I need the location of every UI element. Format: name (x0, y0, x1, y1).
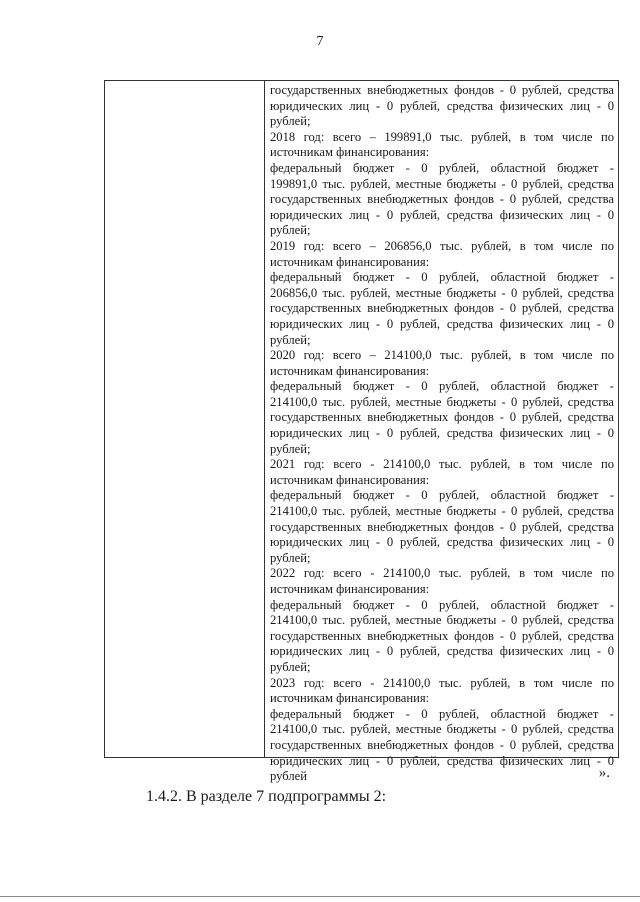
table-right-cell (265, 81, 618, 784)
table-text-line: рублей; (270, 441, 311, 456)
table-text-line: федеральный бюджет - 0 рублей, областной бюджет - (270, 270, 614, 285)
table-text-line: юридических лиц - 0 рублей, средства физических лиц - 0 (270, 426, 614, 441)
table-text-line: 2019 год: всего – 206856,0 тыс. рублей, в том числе по (270, 238, 614, 253)
table-text-line: источникам финансирования: (270, 254, 430, 269)
table-text-line: юридических лиц - 0 рублей, средства физических лиц - 0 (270, 535, 614, 550)
table-text-line: юридических лиц - 0 рублей, средства физических лиц - 0 (270, 98, 614, 113)
table-text-line: 2020 год: всего – 214100,0 тыс. рублей, в том числе по (270, 348, 614, 363)
table-text-line: 214100,0 тыс. рублей, местные бюджеты - 0 рублей, средства (270, 722, 614, 737)
table-text-line: рублей; (270, 550, 311, 565)
table-text-line: 214100,0 тыс. рублей, местные бюджеты - 0 рублей, средства (270, 394, 614, 409)
table-text-line: рублей; (270, 223, 311, 238)
table-text-line: юридических лиц - 0 рублей, средства физических лиц - 0 (270, 207, 614, 222)
table-text-line: государственных внебюджетных фондов - 0 рублей, средства (270, 737, 614, 752)
table-text-line: государственных внебюджетных фондов - 0 рублей, средства (270, 83, 614, 97)
section-heading: 1.4.2. В разделе 7 подпрограммы 2: (146, 788, 387, 805)
funding-table (104, 80, 619, 784)
table-text-line: федеральный бюджет - 0 рублей, областной бюджет - (270, 597, 614, 612)
table-text-line: источникам финансирования: (270, 691, 430, 706)
table-text-line: государственных внебюджетных фондов - 0 рублей, средства (270, 519, 614, 534)
table-text-line: юридических лиц - 0 рублей, средства физических лиц - 0 (270, 316, 614, 331)
table-text-line: источникам финансирования: (270, 472, 430, 487)
table-text-line: источникам финансирования: (270, 363, 430, 378)
table-text-line: источникам финансирования: (270, 145, 430, 160)
table-text-line: федеральный бюджет - 0 рублей, областной бюджет - (270, 160, 614, 175)
table-text-line: 2018 год: всего – 199891,0 тыс. рублей, в том числе по (270, 129, 614, 144)
closing-quote: ». (598, 765, 610, 781)
table-text-line: федеральный бюджет - 0 рублей, областной бюджет - (270, 706, 614, 721)
table-text-line: 2023 год: всего - 214100,0 тыс. рублей, в том числе по (270, 675, 614, 690)
table-text-line: 2021 год: всего - 214100,0 тыс. рублей, в том числе по (270, 457, 614, 472)
table-text-line: федеральный бюджет - 0 рублей, областной бюджет - (270, 379, 614, 394)
table-text-line: 214100,0 тыс. рублей, местные бюджеты - 0 рублей, средства (270, 613, 614, 628)
table-text-line: рублей; (270, 659, 311, 674)
table-text-line: юридических лиц - 0 рублей, средства физических лиц - 0 (270, 753, 614, 768)
table-text-line: 214100,0 тыс. рублей, местные бюджеты - 0 рублей, средства (270, 504, 614, 519)
table-text-line: государственных внебюджетных фондов - 0 рублей, средства (270, 628, 614, 643)
table-text-line: государственных внебюджетных фондов - 0 рублей, средства (270, 301, 614, 316)
table-text-line: 206856,0 тыс. рублей, местные бюджеты - 0 рублей, средства (270, 285, 614, 300)
table-left-cell (105, 81, 265, 757)
table-text-line: источникам финансирования: (270, 582, 430, 596)
table-text-line: государственных внебюджетных фондов - 0 рублей, средства (270, 410, 614, 425)
table-text-line: рублей; (270, 332, 311, 347)
table-text-line: 199891,0 тыс. рублей, местные бюджеты - 0 рублей, средства (270, 176, 614, 191)
table-text-line: рублей (270, 769, 307, 784)
table-text-line: юридических лиц - 0 рублей, средства физических лиц - 0 (270, 644, 614, 659)
table-text-line: федеральный бюджет - 0 рублей, областной бюджет - (270, 488, 614, 503)
table-text-line: рублей; (270, 114, 311, 129)
table-text-line: государственных внебюджетных фондов - 0 рублей, средства (270, 192, 614, 207)
table-text-line: 2022 год: всего - 214100,0 тыс. рублей, в том числе по (270, 566, 614, 581)
page-number: 7 (316, 34, 324, 49)
page-bottom-rule (0, 896, 640, 897)
